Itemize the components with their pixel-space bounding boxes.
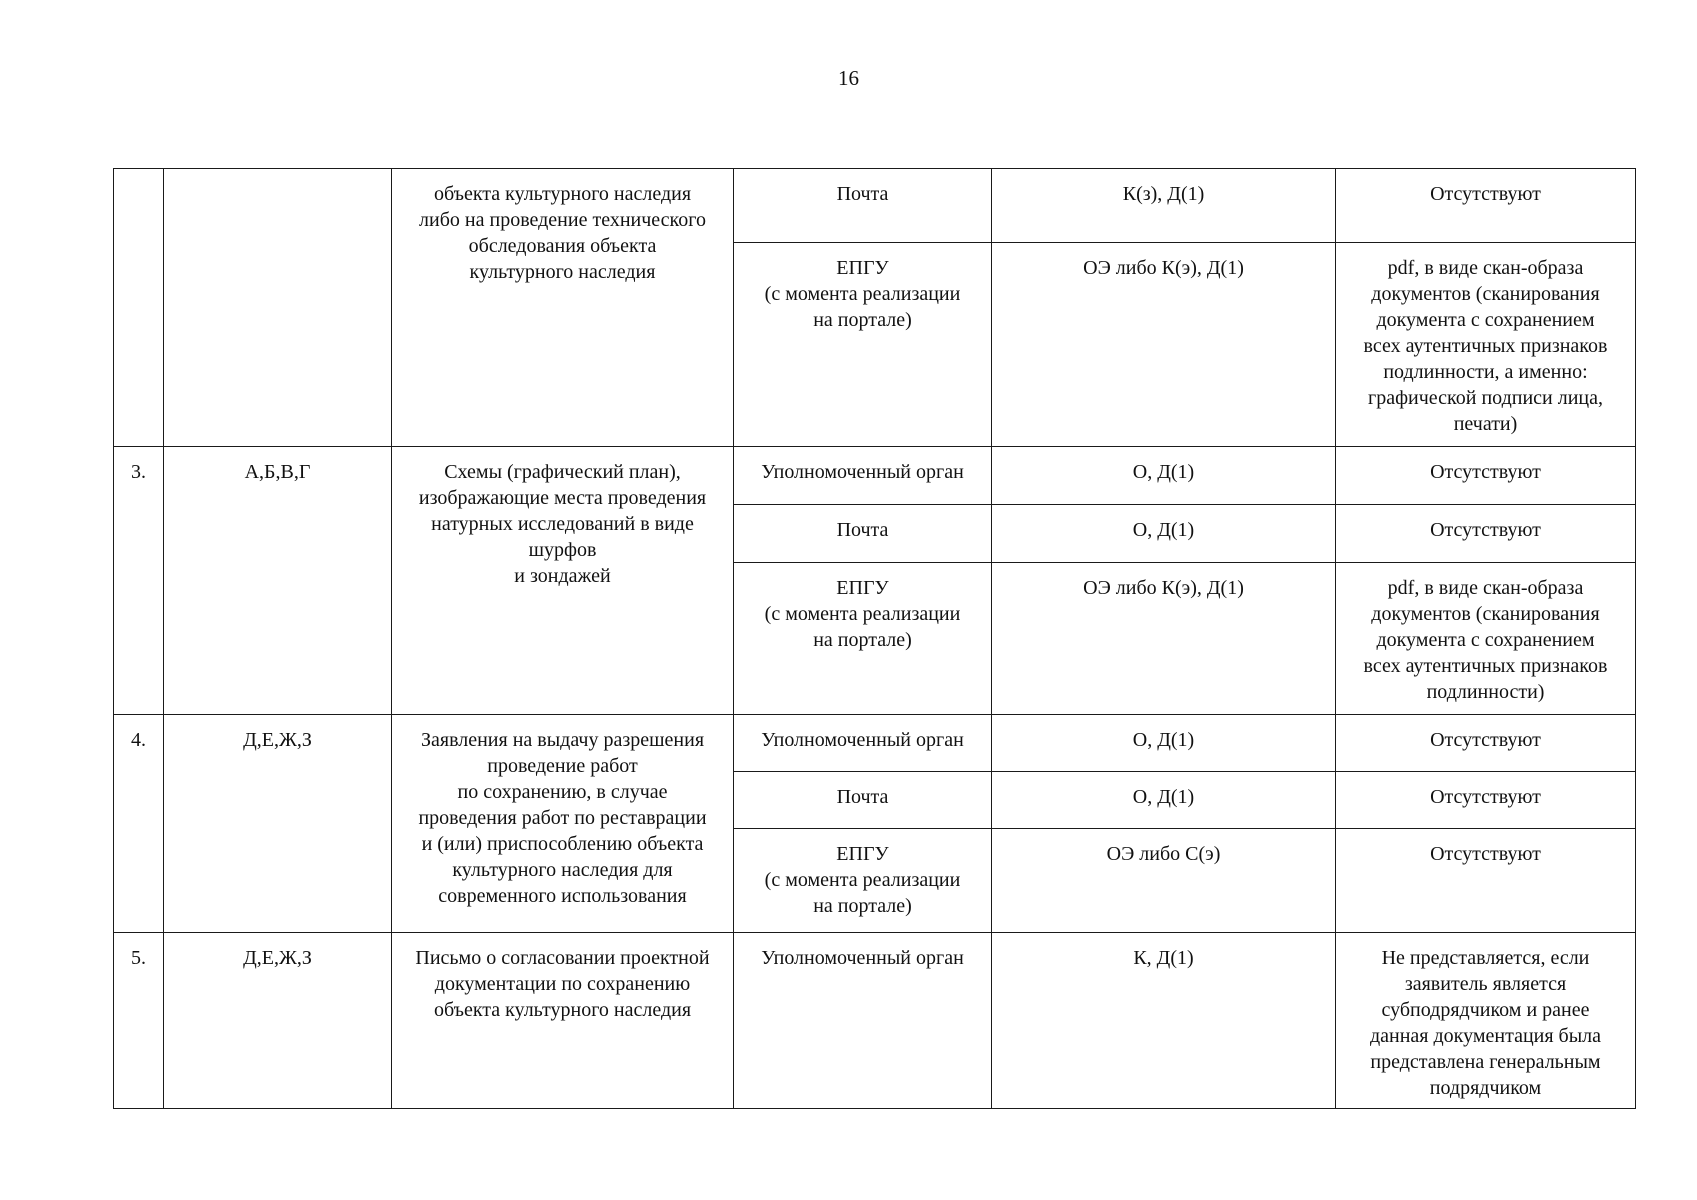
- document-requirements: Отсутствуют: [1336, 505, 1636, 563]
- row-number: 3.: [114, 447, 164, 715]
- page-number: 16: [838, 66, 859, 90]
- applicant-categories: Д,Е,Ж,З: [164, 715, 392, 933]
- document-requirements: Отсутствуют: [1336, 829, 1636, 933]
- document-name: Письмо о согласовании проектной документации по сохранению объекта культурного наследия: [392, 933, 734, 1109]
- document-name: Заявления на выдачу разрешения проведение работ по сохранению, в случае проведения работ по реставрации и (или) приспособлению объекта культурного наследия для современного использования: [392, 715, 734, 933]
- submission-channel: Уполномоченный орган: [734, 715, 992, 772]
- submission-channel: ЕПГУ (с момента реализации на портале): [734, 243, 992, 447]
- document-form: К, Д(1): [992, 933, 1336, 1109]
- document-form: О, Д(1): [992, 447, 1336, 505]
- document-requirements: Отсутствуют: [1336, 447, 1636, 505]
- submission-channel: ЕПГУ (с момента реализации на портале): [734, 829, 992, 933]
- document-requirements: Отсутствуют: [1336, 715, 1636, 772]
- document-form: О, Д(1): [992, 772, 1336, 829]
- submission-channel: Уполномоченный орган: [734, 933, 992, 1109]
- table-row: [114, 933, 1636, 1109]
- document-requirements: Отсутствуют: [1336, 772, 1636, 829]
- row-number: [114, 169, 164, 447]
- table-row: [114, 715, 1636, 772]
- submission-channel: Почта: [734, 169, 992, 243]
- document-form: К(з), Д(1): [992, 169, 1336, 243]
- document-form: О, Д(1): [992, 715, 1336, 772]
- document-requirements: Отсутствуют: [1336, 169, 1636, 243]
- document-requirements: pdf, в виде скан-образа документов (сканирования документа с сохранением всех аутентичных признаков подлинности): [1336, 563, 1636, 715]
- document-form: ОЭ либо С(э): [992, 829, 1336, 933]
- document-requirements: pdf, в виде скан-образа документов (сканирования документа с сохранением всех аутентичных признаков подлинности, а именно: графической подписи лица, печати): [1336, 243, 1636, 447]
- document-name: Схемы (графический план), изображающие места проведения натурных исследований в виде шурфов и зондажей: [392, 447, 734, 715]
- submission-channel: Почта: [734, 505, 992, 563]
- document-form: ОЭ либо К(э), Д(1): [992, 243, 1336, 447]
- submission-channel: Уполномоченный орган: [734, 447, 992, 505]
- submission-channel: ЕПГУ (с момента реализации на портале): [734, 563, 992, 715]
- document-requirements: Не представляется, если заявитель является субподрядчиком и ранее данная документация была представлена генеральным подрядчиком: [1336, 933, 1636, 1109]
- applicant-categories: [164, 169, 392, 447]
- documents-table: [113, 168, 1636, 1109]
- row-number: 5.: [114, 933, 164, 1109]
- applicant-categories: Д,Е,Ж,З: [164, 933, 392, 1109]
- applicant-categories: А,Б,В,Г: [164, 447, 392, 715]
- submission-channel: Почта: [734, 772, 992, 829]
- document-name: объекта культурного наследия либо на проведение технического обследования объекта культурного наследия: [392, 169, 734, 447]
- row-number: 4.: [114, 715, 164, 933]
- document-form: О, Д(1): [992, 505, 1336, 563]
- table-row: [114, 169, 1636, 243]
- table-row: [114, 447, 1636, 505]
- document-form: ОЭ либо К(э), Д(1): [992, 563, 1336, 715]
